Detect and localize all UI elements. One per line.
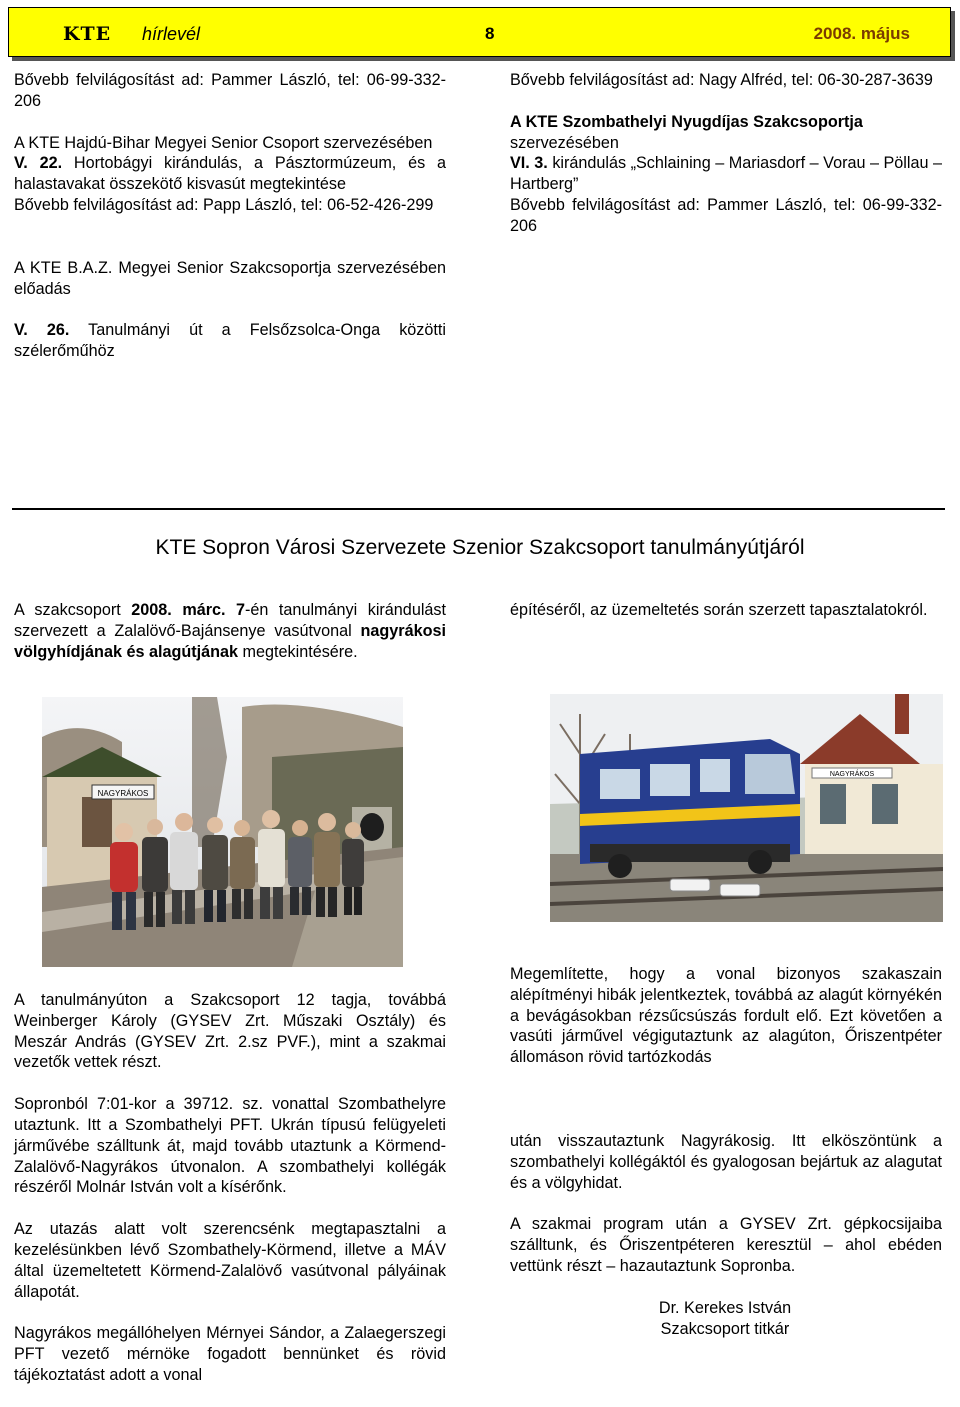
article-paragraph: Az utazás alatt volt szerencsénk megtapasztalni a kezelésünkben lévő Szombathely-Körmend, illetve a MÁV által üzemeltetett Körmend-Zalalövő vasútvonal pályáinak állapotát. [14,1220,446,1301]
event-info: Bővebb felvilágosítást ad: Pammer László, tel: 06-99-332-206 [510,195,942,235]
event-date: VI. 3. [510,154,548,173]
signature-title: Szakcsoport titkár [660,1319,790,1338]
article-paragraph: után visszautaztunk Nagyrákosig. Itt elköszöntünk a szombathelyi kollégáktól és gyalogosan bejártuk az alagutat és a völgyhidat. [510,1131,942,1192]
event-organizer: A KTE Hajdú-Bihar Megyei Senior Csoport szervezésében [14,133,433,152]
article-right-column [510,964,942,1339]
newsletter-subtitle: hírlevél [142,24,201,44]
event-schlaining: VI. 3. kirándulás „Schlaining – Mariasdorf – Vorau – Pöllau – Hartberg” [510,154,943,194]
events-left-column [14,70,446,362]
signature-name: Dr. Kerekes István [658,1298,792,1317]
group-photo [42,697,403,967]
article-left-column [14,990,446,1386]
station-sign: NAGYRÁKOS [829,771,875,778]
railcar-photo [550,694,943,922]
event-organizer-line2: szervezésében [510,133,619,152]
event-info: Bővebb felvilágosítást ad: Pammer László, tel: 06-99-332-206 [14,71,446,110]
article-paragraph: Megemlítette, hogy a vonal bizonyos szakaszain alépítményi hibák jelentkeztek, továbbá az alagút környékén a bevágásokban rézsűcsúszás fordult elő. Ezt követően a vasúti járművel végigutaztunk az alagúton, Őriszentpéter állomáson rövid tartózkodás [510,965,942,1067]
article-paragraph: A szakmai program után a GYSEV Zrt. gépkocsijaiba szálltunk, és Őriszentpéteren keresztül – ahol ebéden vettünk részt – hazautaztunk Sopronba. [510,1215,942,1275]
brand-logo: KTE [63,23,112,45]
event-date: V. 26. [14,321,70,340]
article-title: KTE Sopron Városi Szervezete Szenior Szakcsoport tanulmányútjáról [155,536,805,559]
article-paragraph: Nagyrákos megállóhelyen Mérnyei Sándor, a Zalaegerszegi PFT vezető mérnöke fogadott bennünket és rövid tájékoztatást adott a vonal [14,1324,446,1384]
event-date: V. 22. [14,154,63,173]
event-info: Bővebb felvilágosítást ad: Papp László, tel: 06-52-426-299 [14,195,434,214]
events-right-column [510,70,942,237]
station-sign: NAGYRÁKOS [97,789,149,798]
article-intro: A szakcsoport 2008. márc. 7-én tanulmányi kirándulást szervezett a Zalalövő-Bajánsenye vasútvonal nagyrákosi völgyhídjának és alagútjának megtekintésére. [14,601,447,661]
issue-date: 2008. május [813,24,910,43]
event-hortobagy: V. 22. Hortobágyi kirándulás, a Pásztormúzeum, és a halastavakat összekötő kisvasút megtekintése [14,154,446,194]
page-number: 8 [485,24,495,43]
section-divider [12,508,945,510]
event-organizer: A KTE Szombathelyi Nyugdíjas Szakcsoportja [510,112,863,131]
article-right-top: építéséről, az üzemeltetés során szerzett tapasztalatokról. [510,601,928,619]
newsletter-header [8,7,951,57]
event-szeleromu: V. 26. Tanulmányi út a Felsőzsolca-Onga közötti szélerőműhöz [14,321,446,361]
event-organizer: A KTE B.A.Z. Megyei Senior Szakcsoportja szervezésében előadás [14,258,446,298]
event-info: Bővebb felvilágosítást ad: Nagy Alfréd, tel: 06-30-287-3639 [510,71,933,89]
article-paragraph: A tanulmányúton a Szakcsoport 12 tagja, továbbá Weinberger Károly (GYSEV Zrt. Műszaki Osztály) és Meszár András (GYSEV Zrt. 2.sz PVF.), mint a szakmai vezetők vettek részt. [14,991,446,1072]
article-paragraph: Sopronból 7:01-kor a 39712. sz. vonattal Szombathelyre utaztunk. Itt a Szombathelyi PFT. Ukrán típusú felügyeleti járművébe szálltunk át, majd tovább utaztunk a Körmend-Zalalövő-Nagyrákos útvonalon. A szombathelyi kollégák részéről Molnár István volt a kísérőnk. [14,1095,446,1197]
